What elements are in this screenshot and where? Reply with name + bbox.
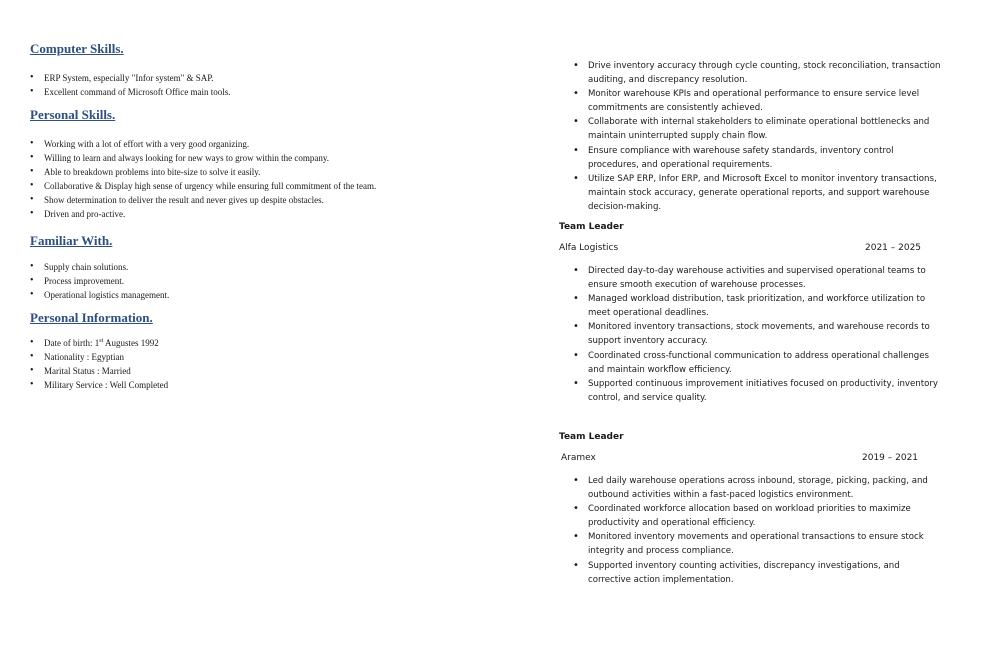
list-item: • Able to breakdown problems into bite-size to solve it easily.	[30, 165, 376, 179]
list-item: • Utilize SAP ERP, Infor ERP, and Microsoft Excel to monitor inventory transactions, maintain stock accuracy, generate operational reports, and support warehouse decision-making.	[570, 172, 942, 214]
list-item: • Supply chain solutions.	[30, 260, 169, 274]
computer-skills-list	[30, 71, 231, 99]
list-item: • Show determination to deliver the result and never gives up despite obstacles.	[30, 193, 376, 207]
military-service: • Military Service : Well Completed	[30, 378, 168, 392]
list-item: • Monitored inventory movements and operational transactions to ensure stock integrity and process compliance.	[570, 530, 942, 558]
list-item: • Monitor warehouse KPIs and operational performance to ensure service level commitments are consistently achieved.	[570, 87, 942, 115]
list-item: • Drive inventory accuracy through cycle counting, stock reconciliation, transaction auditing, and discrepancy resolution.	[570, 59, 942, 87]
list-item: • Driven and pro-active.	[30, 207, 376, 221]
list-item: • Monitored inventory transactions, stock movements, and warehouse records to support inventory accuracy.	[570, 320, 942, 348]
dob-ordinal: st	[99, 338, 104, 344]
list-item: • Coordinated cross-functional communication to address operational challenges and maintain workflow efficiency.	[570, 349, 942, 377]
list-item: • Supported inventory counting activities, discrepancy investigations, and corrective action implementation.	[570, 559, 942, 587]
list-item: • Collaborate with internal stakeholders to eliminate operational bottlenecks and maintain uninterrupted supply chain flow.	[570, 115, 942, 143]
familiar-with-heading: Familiar With.	[30, 233, 113, 248]
list-item: • Operational logistics management.	[30, 288, 169, 302]
dob-prefix: Date of birth: 1	[44, 338, 100, 348]
list-item: • Managed workload distribution, task prioritization, and workforce utilization to meet operational deadlines.	[570, 292, 942, 320]
list-item: • Supported continuous improvement initiatives focused on productivity, inventory control, and service quality.	[570, 377, 942, 405]
list-item: • ERP System, especially "Infor system" & SAP.	[30, 71, 231, 85]
job-duties-list	[570, 474, 942, 587]
familiar-with-list	[30, 260, 169, 302]
dob-suffix: Augustes 1992	[103, 338, 159, 348]
list-item: • Led daily warehouse operations across inbound, storage, picking, packing, and outbound activities within a fast-paced logistics environment.	[570, 474, 942, 502]
previous-job-duties-list	[570, 59, 942, 214]
employment-dates: 2021 – 2025	[865, 243, 922, 253]
personal-skills-heading: Personal Skills.	[30, 107, 116, 122]
list-item: • Process improvement.	[30, 274, 169, 288]
computer-skills-heading: Computer Skills.	[30, 41, 124, 56]
marital-status: • Marital Status : Married	[30, 364, 168, 378]
personal-information-list	[30, 336, 168, 392]
job-title: Team Leader	[559, 432, 624, 442]
nationality: • Nationality : Egyptian	[30, 350, 168, 364]
job-duties-list	[570, 264, 942, 405]
job-title: Team Leader	[559, 222, 624, 232]
personal-skills-list	[30, 137, 376, 221]
list-item: • Willing to learn and always looking for new ways to grow within the company.	[30, 151, 376, 165]
company-name: Aramex	[561, 453, 596, 463]
company-name: Alfa Logistics	[559, 243, 619, 253]
list-item: • Coordinated workforce allocation based on workload priorities to maximize productivity and operational efficiency.	[570, 502, 942, 530]
list-item: • Excellent command of Microsoft Office main tools.	[30, 85, 231, 99]
list-item: • Working with a lot of effort with a very good organizing.	[30, 137, 376, 151]
right-page	[500, 0, 1000, 667]
personal-information-heading: Personal Information.	[30, 310, 153, 325]
list-item: • Directed day-to-day warehouse activities and supervised operational teams to ensure smooth execution of warehouse processes.	[570, 264, 942, 292]
date-of-birth	[30, 336, 168, 350]
list-item: • Collaborative & Display high sense of urgency while ensuring full commitment of the team.	[30, 179, 376, 193]
list-item: • Ensure compliance with warehouse safety standards, inventory control procedures, and operational requirements.	[570, 144, 942, 172]
employment-dates: 2019 – 2021	[862, 453, 919, 463]
